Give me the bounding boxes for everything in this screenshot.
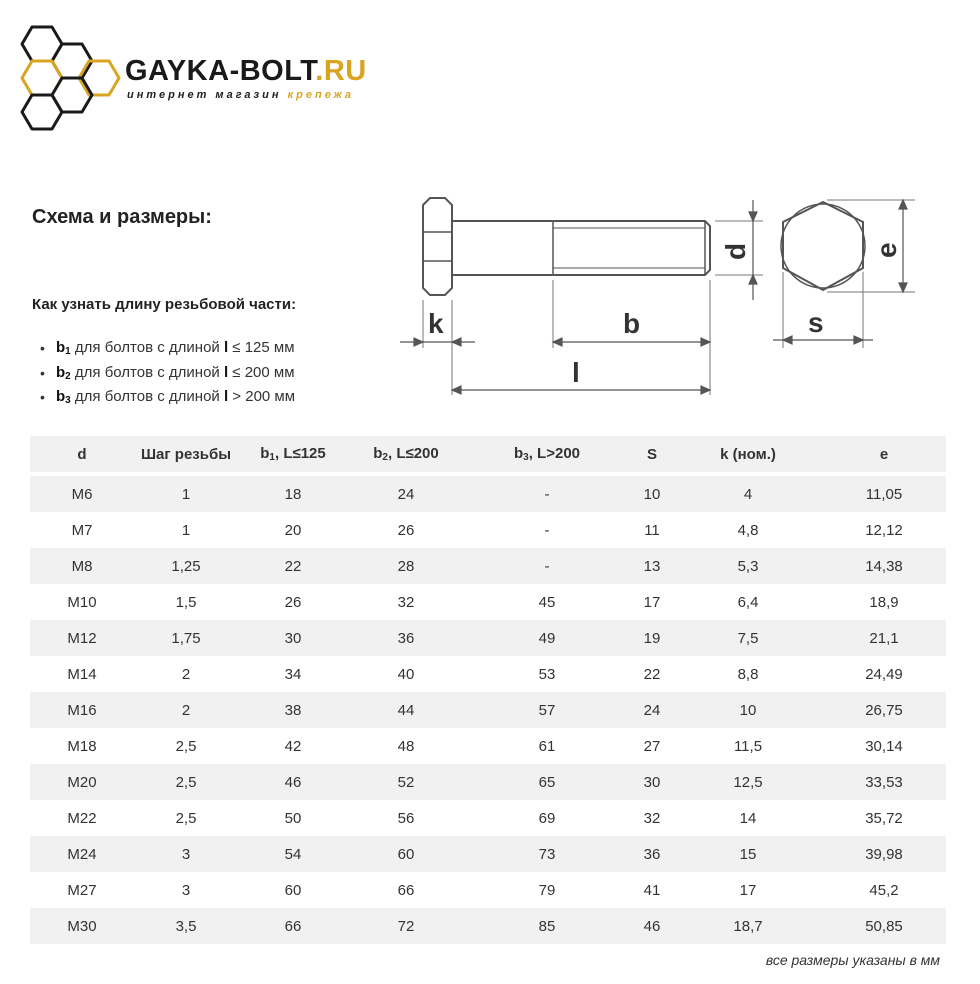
table-row [30, 476, 946, 512]
table-row [30, 908, 946, 944]
column-header: S [646, 445, 657, 463]
rule-item: • $b_2$ для болтов с длиной l ≤ 200 мм [56, 361, 295, 386]
table-cell: 46 [284, 773, 302, 791]
table-cell: 30,14 [865, 737, 903, 755]
table-cell: 18 [284, 485, 302, 503]
table-cell: 79 [538, 881, 556, 899]
table-header-row [30, 436, 946, 472]
table-cell: 24 [397, 485, 415, 503]
table-row [30, 764, 946, 800]
units-footnote: все размеры указаны в мм [765, 952, 940, 968]
table-cell: 10 [739, 701, 757, 719]
table-cell: 41 [643, 881, 661, 899]
table-cell: 49 [538, 629, 556, 647]
table-cell: - [544, 557, 550, 575]
table-cell: 22 [643, 665, 661, 683]
table-cell: 40 [397, 665, 415, 683]
column-header: $b_3$, L>200 [513, 445, 581, 463]
rule-item: • $b_3$ для болтов с длиной l > 200 мм [56, 385, 295, 410]
table-row [30, 512, 946, 548]
table-cell: - [544, 485, 550, 503]
table-cell: 1 [181, 521, 191, 539]
table-cell: M30 [67, 917, 97, 935]
thread-length-question: Как узнать длину резьбовой части: [32, 296, 297, 313]
table-cell: 15 [739, 845, 757, 863]
table-cell: 73 [538, 845, 556, 863]
table-cell: 2 [181, 665, 191, 683]
table-cell: 11 [644, 521, 660, 539]
table-cell: 42 [284, 737, 302, 755]
table-cell: 14,38 [865, 557, 903, 575]
table-cell: 39,98 [865, 845, 903, 863]
table-cell: M12 [67, 629, 97, 647]
table-cell: M24 [67, 845, 97, 863]
table-cell: 30 [284, 629, 302, 647]
table-cell: M10 [67, 593, 97, 611]
table-row [30, 656, 946, 692]
table-cell: 19 [643, 629, 661, 647]
dimension-label-d: d [720, 242, 751, 260]
table-cell: 32 [643, 809, 661, 827]
column-header: k (ном.) [720, 445, 776, 463]
dimension-label-e: e [871, 242, 902, 258]
table-cell: 8,8 [737, 665, 759, 683]
table-cell: M27 [67, 881, 97, 899]
table-cell: 22 [284, 557, 302, 575]
table-cell: 4 [743, 485, 753, 503]
table-cell: 28 [397, 557, 415, 575]
table-cell: 38 [284, 701, 302, 719]
table-cell: 12,5 [733, 773, 763, 791]
table-cell: 5,3 [737, 557, 759, 575]
column-header: d [77, 445, 87, 463]
table-cell: 17 [643, 593, 661, 611]
table-cell: M8 [71, 557, 93, 575]
table-cell: 66 [284, 917, 302, 935]
column-header: e [879, 445, 889, 463]
dimension-label-l: l [572, 357, 580, 388]
table-cell: 11,5 [733, 737, 763, 755]
column-header: Шаг резьбы [140, 445, 232, 463]
table-cell: 27 [643, 737, 661, 755]
table-cell: 2 [181, 701, 191, 719]
dimension-label-k: k [428, 308, 444, 339]
column-header: $b_1$, L≤125 [260, 445, 326, 463]
table-cell: 46 [643, 917, 661, 935]
table-row [30, 548, 946, 584]
table-cell: M7 [71, 521, 93, 539]
section-title: Схема и размеры: [32, 206, 212, 228]
table-cell: 17 [739, 881, 757, 899]
table-cell: 21,1 [869, 629, 899, 647]
table-cell: 7,5 [737, 629, 759, 647]
table-cell: 1,25 [171, 557, 201, 575]
brand-logo[interactable] [12, 24, 432, 142]
table-cell: 52 [397, 773, 415, 791]
table-cell: 45,2 [869, 881, 899, 899]
table-cell: - [544, 521, 550, 539]
table-cell: 50,85 [865, 917, 903, 935]
table-cell: 3 [181, 881, 191, 899]
table-cell: 14 [739, 809, 757, 827]
bolt-shank-shape [452, 221, 710, 275]
honeycomb-logo-icon [12, 24, 122, 142]
bolt-head-shape [423, 198, 452, 295]
table-cell: 66 [397, 881, 415, 899]
table-cell: 65 [538, 773, 556, 791]
table-cell: 60 [284, 881, 302, 899]
table-cell: 33,53 [865, 773, 903, 791]
table-cell: 34 [284, 665, 302, 683]
table-cell: 24 [643, 701, 661, 719]
column-header: $b_2$, L≤200 [373, 445, 439, 463]
table-cell: 10 [643, 485, 661, 503]
table-cell: M18 [67, 737, 97, 755]
table-cell: 45 [538, 593, 556, 611]
table-cell: 50 [284, 809, 302, 827]
table-cell: 54 [284, 845, 302, 863]
table-cell: 32 [397, 593, 415, 611]
table-cell: 18,7 [733, 917, 763, 935]
table-row [30, 584, 946, 620]
table-cell: M14 [67, 665, 97, 683]
table-cell: 69 [538, 809, 556, 827]
table-cell: 18,9 [869, 593, 899, 611]
table-cell: M6 [71, 485, 93, 503]
table-cell: 12,12 [865, 521, 903, 539]
table-cell: 61 [538, 737, 556, 755]
bolt-size-table [30, 436, 946, 944]
table-cell: 72 [397, 917, 415, 935]
rule-item: • $b_1$ для болтов с длиной l ≤ 125 мм [56, 336, 295, 361]
table-cell: 24,49 [865, 665, 903, 683]
table-cell: 26 [284, 593, 302, 611]
table-row [30, 836, 946, 872]
table-cell: 85 [538, 917, 556, 935]
table-cell: 13 [643, 557, 661, 575]
table-cell: 36 [397, 629, 415, 647]
table-row [30, 728, 946, 764]
table-cell: 56 [397, 809, 415, 827]
table-cell: 4,8 [737, 521, 759, 539]
thread-length-rules [56, 336, 295, 410]
bolt-dimension-diagram [395, 180, 915, 410]
table-cell: 3,5 [175, 917, 197, 935]
table-row [30, 800, 946, 836]
table-cell: 36 [643, 845, 661, 863]
table-cell: M16 [67, 701, 97, 719]
table-row [30, 692, 946, 728]
brand-tagline: интернет магазин крепежа [127, 89, 355, 101]
table-cell: 11,05 [865, 485, 903, 503]
table-cell: 2,5 [175, 809, 197, 827]
table-cell: 26 [397, 521, 415, 539]
dimension-label-s: s [808, 307, 824, 338]
table-cell: 3 [181, 845, 191, 863]
table-cell: 6,4 [737, 593, 759, 611]
table-cell: 1,75 [171, 629, 201, 647]
table-cell: 57 [538, 701, 556, 719]
table-cell: 53 [538, 665, 556, 683]
table-cell: 35,72 [865, 809, 903, 827]
table-cell: 48 [397, 737, 415, 755]
table-cell: M20 [67, 773, 97, 791]
table-cell: 30 [643, 773, 661, 791]
table-cell: 2,5 [175, 737, 197, 755]
table-cell: M22 [67, 809, 97, 827]
table-cell: 44 [397, 701, 415, 719]
table-row [30, 872, 946, 908]
table-cell: 60 [397, 845, 415, 863]
table-body [30, 476, 946, 944]
table-cell: 1,5 [175, 593, 197, 611]
table-cell: 1 [181, 485, 191, 503]
table-cell: 20 [284, 521, 302, 539]
table-cell: 26,75 [865, 701, 903, 719]
brand-name: GAYKA-BOLT.RU [125, 55, 367, 87]
table-cell: 2,5 [175, 773, 197, 791]
dimension-label-b: b [623, 308, 641, 339]
table-row [30, 620, 946, 656]
